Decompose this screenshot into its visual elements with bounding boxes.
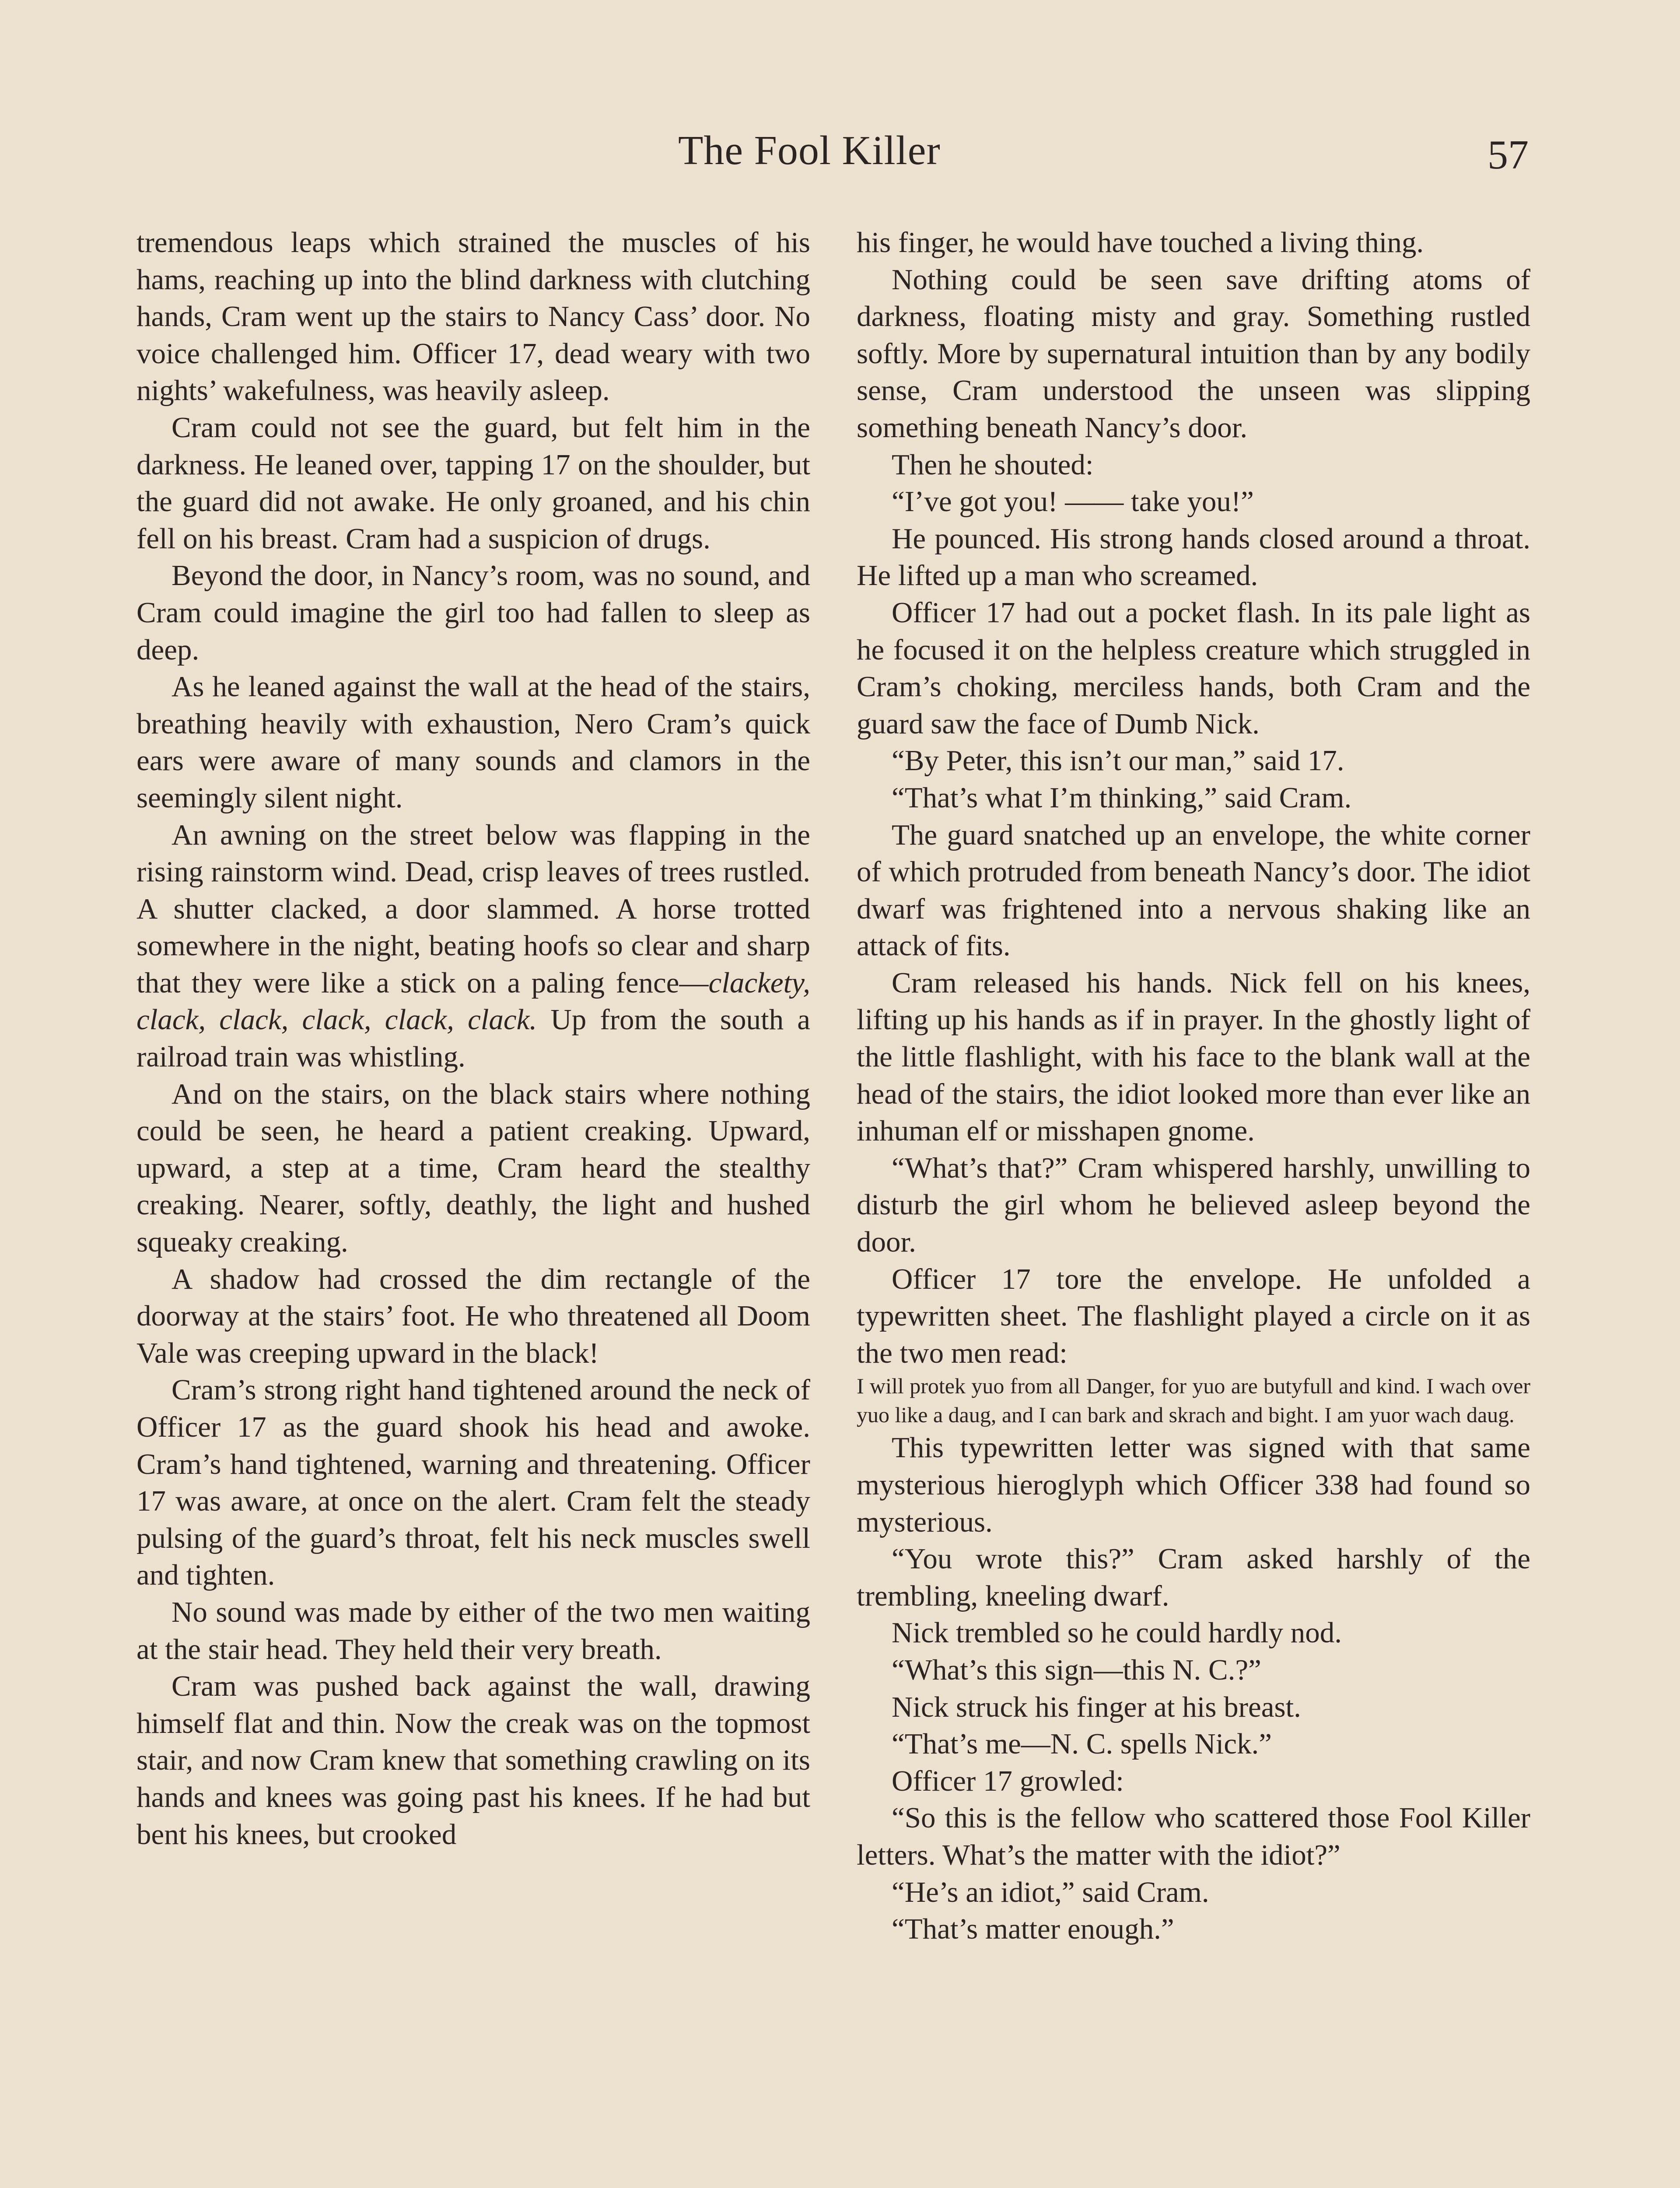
- paragraph: [136, 1076, 810, 1261]
- paragraph-text: Beyond the door, in Nancy’s room, was no sound, and Cram could imagine the girl too had fallen to sleep as deep.: [136, 559, 810, 666]
- paragraph: [857, 1261, 1530, 1372]
- paragraph: [857, 594, 1530, 742]
- paragraph: [857, 1150, 1530, 1261]
- paragraph-text: He pounced. His strong hands closed around a throat. He lifted up a man who screamed.: [857, 522, 1530, 592]
- paragraph-text: Nick struck his finger at his breast.: [892, 1690, 1301, 1723]
- paragraph: [136, 817, 810, 1076]
- paragraph-text: Nick trembled so he could hardly nod.: [892, 1616, 1342, 1649]
- right-column-top: [857, 224, 1530, 1371]
- paragraph: [136, 1594, 810, 1668]
- paragraph: [857, 1614, 1530, 1652]
- paragraph: [857, 1874, 1530, 1911]
- paragraph: [857, 483, 1530, 520]
- paragraph: [857, 817, 1530, 964]
- paragraph-text: “That’s matter enough.”: [892, 1913, 1174, 1946]
- paragraph-text: “That’s what I’m thinking,” said Cram.: [892, 781, 1352, 814]
- paragraph: [857, 1652, 1530, 1689]
- paragraph: [857, 1763, 1530, 1800]
- paragraph: [857, 224, 1530, 261]
- paragraph-text: Cram was pushed back against the wall, drawing himself flat and thin. Now the creak was on the topmost stair, and now Cram knew that something crawling on its hands and knees was going past his knees. If he had but bent his knees, but crooked: [136, 1670, 810, 1851]
- paragraph-text: Cram’s strong right hand tightened around the neck of Officer 17 as the guard shook his head and awoke. Cram’s hand tightened, warning and threatening. Officer 17 was aware, at once on the alert. Cram felt the steady pulsing of the guard’s throat, felt his neck muscles swell and tighten.: [136, 1374, 810, 1592]
- paragraph-text: “By Peter, this isn’t our man,” said 17.: [892, 744, 1344, 777]
- paragraph: [857, 1799, 1530, 1873]
- paragraph-text: “I’ve got you! —— take you!”: [892, 485, 1254, 518]
- paragraph-text: This typewritten letter was signed with that same mysterious hieroglyph which Officer 338 had found so mysterious.: [857, 1431, 1530, 1538]
- paragraph-text: A shadow had crossed the dim rectangle of the doorway at the stairs’ foot. He who threatened all Doom Vale was creeping upward in the black!: [136, 1262, 810, 1369]
- paragraph: [136, 1668, 810, 1853]
- paragraph-text: “What’s that?” Cram whispered harshly, unwilling to disturb the girl whom he believed asleep beyond the door.: [857, 1151, 1530, 1259]
- paragraph-italic: clackety, clack, clack, clack, clack, clack.: [136, 966, 810, 1036]
- paragraph-text: “He’s an idiot,” said Cram.: [892, 1876, 1209, 1908]
- paragraph: [857, 520, 1530, 594]
- right-column: [857, 224, 1530, 1948]
- paragraph: [857, 261, 1530, 446]
- page-number: 57: [1488, 132, 1529, 178]
- paragraph: [857, 446, 1530, 484]
- paragraph-text: Officer 17 tore the envelope. He unfolded a typewritten sheet. The flashlight played a circle on it as the two men read:: [857, 1262, 1530, 1369]
- paragraph: [857, 1540, 1530, 1614]
- paragraph-text: Officer 17 had out a pocket flash. In its pale light as he focused it on the helpless creature which struggled in Cram’s choking, merciless hands, both Cram and the guard saw the face of Dumb Nick.: [857, 596, 1530, 740]
- paragraph: [136, 1261, 810, 1372]
- paragraph-text: his finger, he would have touched a living thing.: [857, 226, 1424, 259]
- paragraph-text: Then he shouted:: [892, 448, 1094, 481]
- paragraph: [857, 1429, 1530, 1540]
- paragraph-text: An awning on the street below was flapping in the rising rainstorm wind. Dead, crisp leaves of trees rustled. A shutter clacked, a door slammed. A horse trotted somewhere in the night, beating hoofs so clear and sharp that they were like a stick on a paling fence—: [136, 818, 810, 999]
- paragraph-text: As he leaned against the wall at the head of the stairs, breathing heavily with exhaustion, Nero Cram’s quick ears were aware of many sounds and clamors in the seemingly silent night.: [136, 670, 810, 814]
- paragraph-text: The guard snatched up an envelope, the white corner of which protruded from beneath Nancy’s door. The idiot dwarf was frightened into a nervous shaking like an attack of fits.: [857, 818, 1530, 962]
- paragraph-text: Cram released his hands. Nick fell on his knees, lifting up his hands as if in prayer. In the ghostly light of the little flashlight, with his face to the blank wall at the head of the stairs, the idiot looked more than ever like an inhuman elf or misshapen gnome.: [857, 966, 1530, 1147]
- paragraph: [136, 1371, 810, 1594]
- typewritten-letter: I will protek yuo from all Danger, for yuo are butyfull and kind. I wach over yuo like a daug, and I can bark and skrach and bight. I am yuor wach daug.: [857, 1374, 1530, 1427]
- page-header: [0, 127, 1680, 193]
- paragraph: [136, 557, 810, 668]
- paragraph: [136, 224, 810, 409]
- paragraph-text: Nothing could be seen save drifting atoms of darkness, floating misty and gray. Something rustled softly. More by supernatural intuition than by any bodily sense, Cram understood the unseen was slipping something beneath Nancy’s door.: [857, 263, 1530, 444]
- paragraph-text: “What’s this sign—this N. C.?”: [892, 1653, 1261, 1686]
- paragraph: [136, 409, 810, 557]
- paragraph-text: And on the stairs, on the black stairs where nothing could be seen, he heard a patient creaking. Upward, upward, a step at a time, Cram heard the stealthy creaking. Nearer, softly, deathly, the light and hushed squeaky creaking.: [136, 1077, 810, 1259]
- paragraph-text: tremendous leaps which strained the muscles of his hams, reaching up into the blind darkness with clutching hands, Cram went up the stairs to Nancy Cass’ door. No voice challenged him. Officer 17, dead weary with two nights’ wakefulness, was heavily asleep.: [136, 226, 810, 407]
- paragraph: [857, 1911, 1530, 1948]
- paragraph-text: Officer 17 growled:: [892, 1764, 1124, 1797]
- paragraph: [857, 1689, 1530, 1726]
- left-column: [136, 224, 810, 1853]
- paragraph-text-after: Up from the south a railroad train was whistling.: [136, 1003, 811, 1073]
- paragraph: [136, 668, 810, 816]
- paragraph-text: “That’s me—N. C. spells Nick.”: [892, 1728, 1272, 1760]
- paragraph-text: No sound was made by either of the two men waiting at the stair head. They held their very breath.: [136, 1595, 810, 1666]
- paragraph: [857, 964, 1530, 1150]
- right-column-bottom: [857, 1429, 1530, 1947]
- paragraph-text: Cram could not see the guard, but felt him in the darkness. He leaned over, tapping 17 on the shoulder, but the guard did not awake. He only groaned, and his chin fell on his breast. Cram had a suspicion of drugs.: [136, 411, 810, 555]
- paragraph-text: “So this is the fellow who scattered those Fool Killer letters. What’s the matter with the idiot?”: [857, 1802, 1530, 1871]
- paragraph: [857, 742, 1530, 779]
- paragraph-text: “You wrote this?” Cram asked harshly of the trembling, kneeling dwarf.: [857, 1543, 1530, 1612]
- paragraph: [857, 1725, 1530, 1763]
- page-title: The Fool Killer: [678, 128, 941, 173]
- paragraph: [857, 779, 1530, 817]
